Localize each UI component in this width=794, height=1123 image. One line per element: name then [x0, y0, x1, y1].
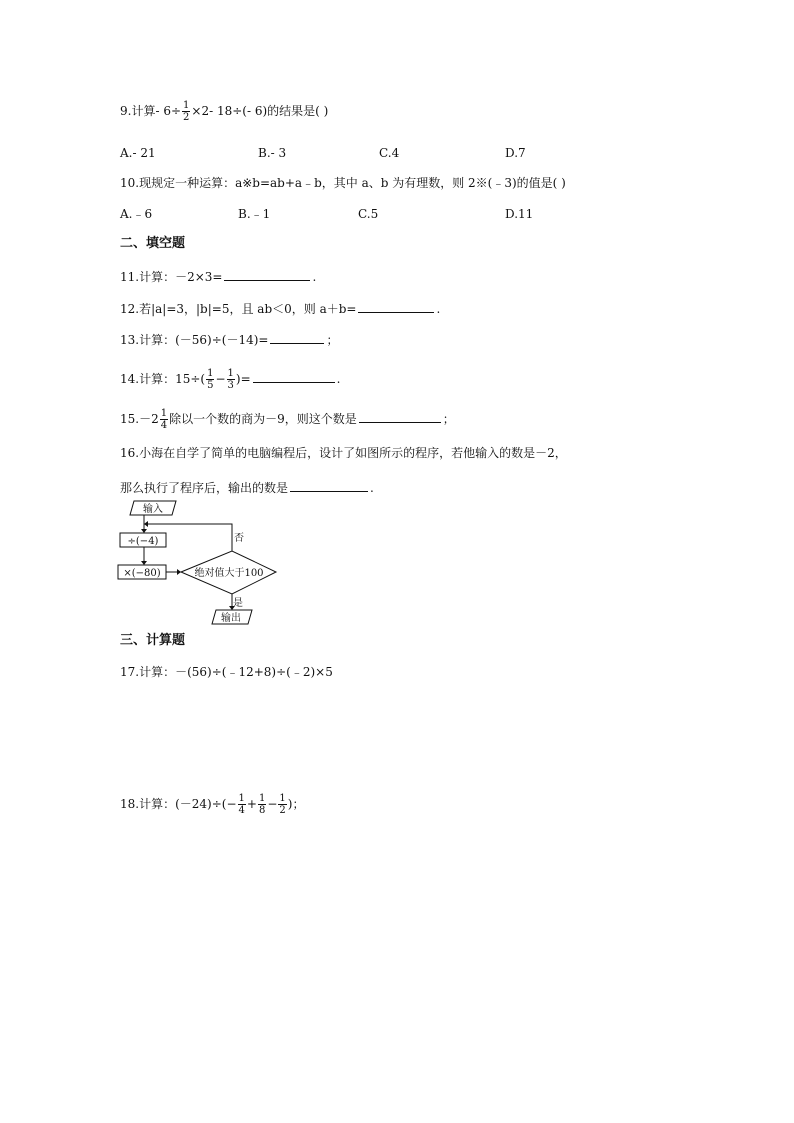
- q12-answer-blank: [358, 300, 434, 313]
- q9-frac-den: 2: [183, 112, 190, 123]
- q16-end: .: [370, 481, 374, 495]
- question-9: [120, 100, 328, 123]
- q18-fraction-1: [238, 793, 246, 816]
- q18-f2-den: 8: [258, 805, 266, 816]
- section-3-heading: 三、计算题: [120, 633, 186, 648]
- q14-f1-den: 5: [207, 380, 214, 391]
- flowchart-condition-label: 绝对值大于100: [194, 568, 264, 579]
- q15-frac-den: 4: [160, 420, 168, 431]
- q14-f1-num: 1: [207, 368, 214, 379]
- q14-minus: −: [215, 372, 226, 386]
- q11-end: .: [312, 270, 317, 284]
- q14-end: .: [336, 372, 341, 386]
- q18-fraction-2: [258, 793, 266, 816]
- q10-option-c: C.5: [358, 207, 379, 221]
- q9-prefix: 9.计算- 6÷: [120, 104, 182, 118]
- q15-frac-num: 1: [160, 408, 168, 419]
- q18-f1-num: 1: [238, 793, 245, 804]
- q15-prefix: 15.－2: [120, 412, 159, 426]
- q10-option-d: D.11: [505, 207, 534, 221]
- flowchart-multiply-label: ×(−80): [123, 568, 161, 579]
- question-15: [120, 408, 455, 431]
- flowchart-no-label: 否: [234, 533, 244, 544]
- q11-text: 11.计算：－2×3=: [120, 270, 223, 284]
- q9-option-b: B.- 3: [258, 146, 287, 160]
- q18-suffix: )；: [287, 797, 305, 811]
- q10-option-b: B.﹣1: [238, 207, 271, 221]
- question-13: [120, 331, 338, 348]
- q13-end: ；: [326, 333, 339, 347]
- flowchart-divide-label: ÷(−4): [127, 536, 159, 547]
- q18-f1-den: 4: [238, 805, 245, 816]
- program-flowchart: [112, 496, 287, 631]
- q15-answer-blank: [359, 410, 441, 423]
- q13-answer-blank: [270, 331, 324, 344]
- question-16-line-2: [120, 479, 374, 496]
- question-11: [120, 268, 316, 285]
- q14-answer-blank: [253, 370, 335, 383]
- q9-fraction: [182, 100, 190, 123]
- q18-fraction-3: [278, 793, 286, 816]
- q9-suffix: ×2- 18÷(- 6)的结果是( ): [191, 104, 329, 118]
- q15-suffix: 除以一个数的商为－9，则这个数是: [169, 412, 357, 426]
- q18-minus: −: [267, 797, 278, 811]
- q15-fraction: [160, 408, 168, 431]
- q14-fraction-1: [206, 368, 214, 391]
- q9-option-a: A.- 21: [120, 146, 156, 160]
- flowchart-output-label: 输出: [221, 613, 241, 624]
- q14-f2-num: 1: [227, 368, 234, 379]
- q18-f3-num: 1: [279, 793, 286, 804]
- q14-suffix: )=: [235, 372, 251, 386]
- q12-end: .: [436, 302, 441, 316]
- q18-prefix: 18.计算：(－24)÷(−: [120, 797, 237, 811]
- q9-option-d: D.7: [505, 146, 526, 160]
- question-10: 10.现规定一种运算：a※b=ab+a﹣b，其中 a、b 为有理数，则 2※(﹣3)的值是( ): [120, 176, 566, 190]
- q16-text: 那么执行了程序后，输出的数是: [120, 481, 289, 495]
- q11-answer-blank: [224, 268, 310, 281]
- flowchart-yes-label: 是: [233, 598, 243, 609]
- q10-option-a: A.﹣6: [120, 207, 153, 221]
- arrowhead-1: [141, 529, 147, 533]
- q18-f3-den: 2: [279, 805, 286, 816]
- arrowhead-2: [141, 561, 147, 565]
- q13-text: 13.计算：(－56)÷(－14)=: [120, 333, 269, 347]
- question-18: [120, 793, 304, 816]
- q16-answer-blank: [290, 479, 368, 492]
- question-16-line-1: 16.小海在自学了简单的电脑编程后，设计了如图所示的程序，若他输入的数是－2，: [120, 446, 567, 460]
- q14-prefix: 14.计算：15÷(: [120, 372, 206, 386]
- q18-plus: +: [246, 797, 257, 811]
- arrowhead-loop: [144, 521, 148, 527]
- q14-f2-den: 3: [227, 380, 234, 391]
- q18-f2-num: 1: [258, 793, 266, 804]
- question-17: 17.计算：－(56)÷(﹣12+8)÷(﹣2)×5: [120, 665, 333, 679]
- q9-frac-num: 1: [183, 100, 190, 111]
- q12-text: 12.若|a|=3，|b|=5，且 ab＜0，则 a＋b=: [120, 302, 357, 316]
- q15-end: ；: [442, 412, 455, 426]
- question-12: [120, 300, 440, 317]
- q9-option-c: C.4: [379, 146, 400, 160]
- question-14: [120, 368, 340, 391]
- q14-fraction-2: [227, 368, 235, 391]
- section-2-heading: 二、填空题: [120, 236, 186, 251]
- flowchart-input-label: 输入: [143, 504, 163, 515]
